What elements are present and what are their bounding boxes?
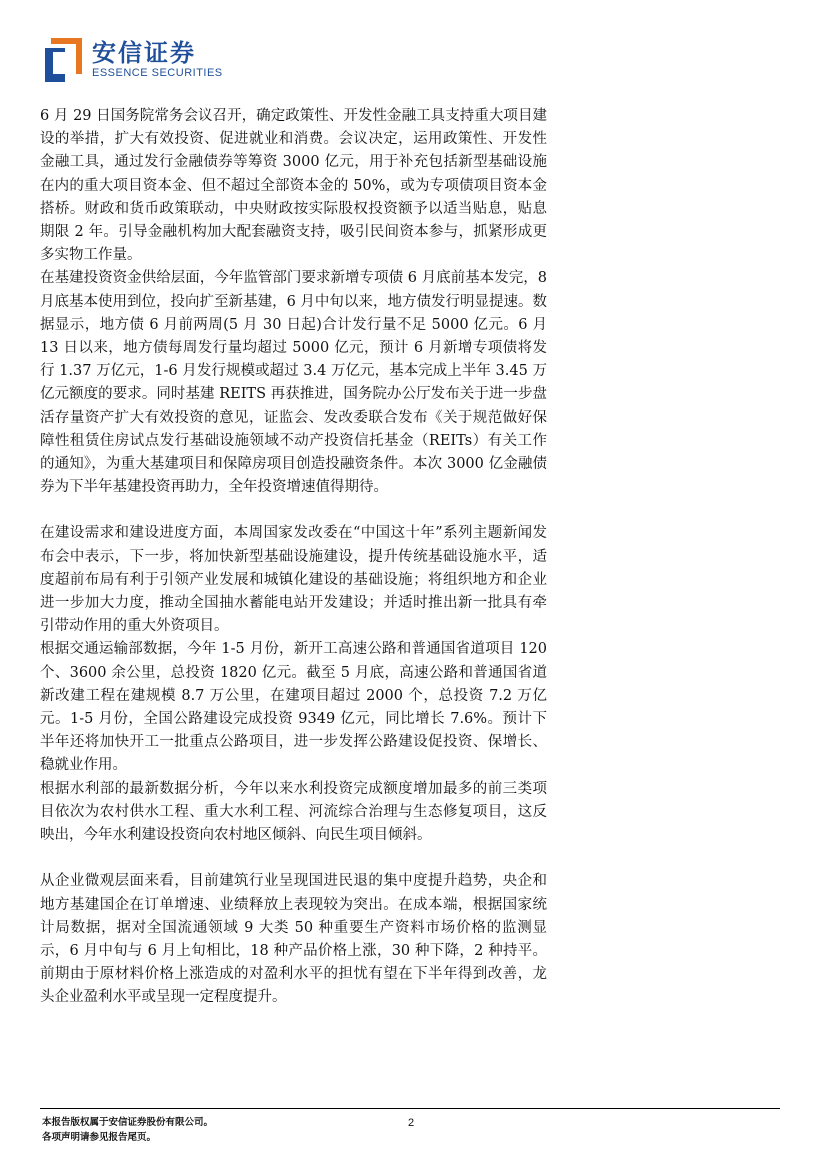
report-header xyxy=(45,36,223,84)
logo-text xyxy=(92,40,223,80)
footer-disclaimer xyxy=(42,1115,213,1145)
logo-english-name: ESSENCE SECURITIES xyxy=(92,67,223,79)
footer-copyright: 本报告版权属于安信证券股份有限公司。 xyxy=(42,1117,214,1128)
logo-chinese-name: 安信证券 xyxy=(92,39,196,67)
paragraph-water-resources: 根据水利部的最新数据分析，今年以来水利投资完成额度增加最多的前三类项目依次为农村供水工程、重大水利工程、河流综合治理与生态修复项目，这反映出，今年水利建设投资向农村地区倾斜、向民生项目倾斜。 xyxy=(40,780,547,844)
paragraph-state-council-meeting: 6 月 29 日国务院常务会议召开，确定政策性、开发性金融工具支持重大项目建设的举措，扩大有效投资、促进就业和消费。会议决定，运用政策性、开发性金融工具，通过发行金融债券等筹资 3000 亿元，用于补充包括新型基础设施在内的重大项目资本金、但不超过全部资本金的 50%，或为专项债项目资本金搭桥。财政和货币政策联动，中央财政按实际股权投资额予以适当贴息，贴息期限 2 年。引导金融机构加大配套融资支持，吸引民间资本参与，抓紧形成更多实物工作量。 xyxy=(40,108,547,264)
report-body xyxy=(40,105,547,1010)
paragraph-enterprise-level: 从企业微观层面来看，目前建筑行业呈现国进民退的集中度提升趋势，央企和地方基建国企在订单增速、业绩释放上表现较为突出。在成本端，根据国家统计局数据，据对全国流通领域 9 大类 50 种重要生产资料市场价格的监测显示，6 月中旬与 6 月上旬相比，18 种产品价格上涨，30 种下降，2 种持平。前期由于原材料价格上涨造成的对盈利水平的担忧有望在下半年得到改善，龙头企业盈利水平或呈现一定程度提升。 xyxy=(40,873,547,1006)
paragraph-transport-data: 根据交通运输部数据，今年 1-5 月份，新开工高速公路和普通国省道项目 120 个、3600 余公里，总投资 1820 亿元。截至 5 月底，高速公路和普通国省道新改建工程在建规模 8.7 万公里，在建项目超过 2000 个，总投资 7.2 万亿元。1-5 月份，全国公路建设完成投资 9349 亿元，同比增长 7.6%。预计下半年还将加快开工一批重点公路项目，进一步发挥公路建设促投资、保增长、稳就业作用。 xyxy=(40,641,547,774)
footer-statement-note: 各项声明请参见报告尾页。 xyxy=(42,1132,157,1143)
essence-logo-icon xyxy=(45,38,82,82)
paragraph-funding-supply: 在基建投资资金供给层面，今年监管部门要求新增专项债 6 月底前基本发完，8 月底基本使用到位，投向扩至新基建，6 月中旬以来，地方债发行明显提速。数据显示，地方债 6 月前两周(5 月 30 日起)合计发行量不足 5000 亿元。6 月 13 日以来，地方债每周发行量均超过 5000 亿元，预计 6 月新增专项债将发行 1.37 万亿元，1-6 月发行规模或超过 3.4 万亿元，基本完成上半年 3.45 万亿元额度的要求。同时基建 REITS 再获推进，国务院办公厅发布关于进一步盘活存量资产扩大有效投资的意见，证监会、发改委联合发布《关于规范做好保障性租赁住房试点发行基础设施领域不动产投资信托基金（REITs）有关工作的通知》，为重大基建项目和保障房项目创造投融资条件。本次 3000 亿金融债券为下半年基建投资再助力，全年投资增速值得期待。 xyxy=(40,270,547,496)
page-number: 2 xyxy=(408,1117,415,1129)
paragraph-construction-demand: 在建设需求和建设进度方面，本周国家发改委在“中国这十年”系列主题新闻发布会中表示，下一步，将加快新型基础设施建设，提升传统基础设施水平，适度超前布局有利于引领产业发展和城镇化建设的基础设施；将组织地方和企业进一步加大力度，推动全国抽水蓄能电站开发建设；并适时推出新一批具有牵引带动作用的重大外资项目。 xyxy=(40,525,547,635)
footer-divider xyxy=(40,1108,780,1109)
